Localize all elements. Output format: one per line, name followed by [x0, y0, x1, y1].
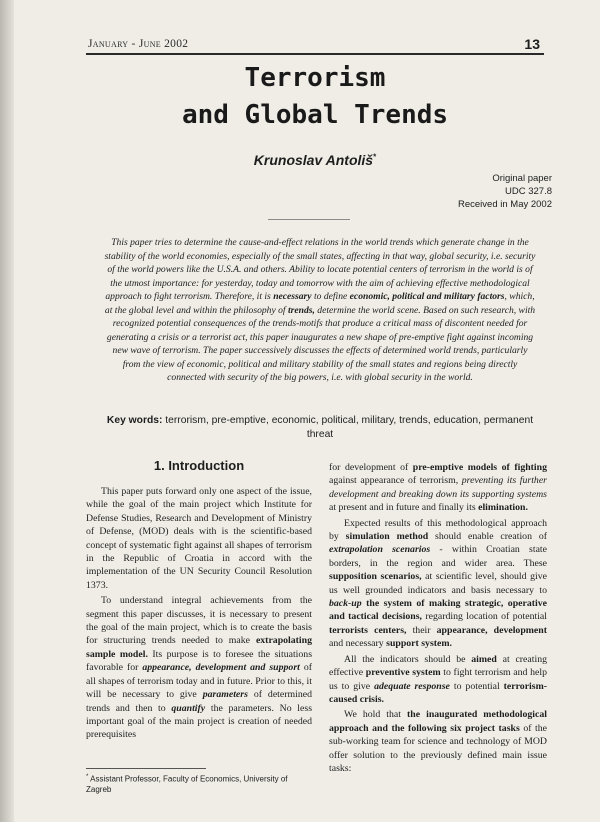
text-run: the system of making strategic, operative and tactical decisions,: [329, 598, 547, 623]
text-run: their: [406, 624, 437, 636]
text-run: Expected results of this methodological approach by: [329, 517, 547, 543]
title-line-1: Terrorism: [244, 63, 386, 93]
text-run: preventing its further development and breaking down its supporting systems: [329, 475, 547, 500]
text-run: and necessary: [329, 638, 387, 650]
paragraph: [329, 461, 547, 515]
text-run: Its purpose is to foresee the situations favorable for: [86, 648, 313, 674]
text-run: of determined trends and then to: [86, 689, 312, 714]
text-run: extrapolating sample model.: [86, 635, 312, 660]
text-run: , which, at the global level and within the philosophy of: [104, 291, 535, 316]
text-run: economic, political and military factors: [349, 291, 505, 302]
footnote-rule: [86, 768, 206, 769]
text-run: at creating effective: [329, 653, 547, 679]
udc-code: UDC 327.8: [505, 186, 552, 197]
text-run: of the sub-working team for science and technology of MOD offer solution to the previously defined main issue tasks:: [329, 722, 547, 774]
text-run: extrapolation scenarios: [329, 544, 431, 556]
text-run: elimination.: [478, 502, 528, 514]
text-run: of all shapes of terrorism today and in future. Prior to this, it will be necessary to give: [86, 662, 312, 701]
abstract: [104, 236, 536, 385]
text-run: - within Croatian state borders, in the region and wider area. These: [329, 544, 547, 569]
received-date: Received in May 2002: [458, 199, 552, 210]
text-run: to define: [311, 291, 350, 302]
text-run: adequate response: [374, 680, 450, 692]
text-run: back-up: [329, 598, 362, 610]
title-line-2: and Global Trends: [181, 100, 449, 130]
footnote-text: Assistant Professor, Faculty of Economics, University of Zagreb: [86, 774, 288, 794]
keywords-label: Key words:: [106, 415, 163, 426]
paragraph: [86, 485, 312, 592]
article-title: [86, 60, 544, 134]
text-run: at present and in future and finally its: [329, 502, 479, 514]
text-run: to potential: [449, 680, 504, 692]
text-run: to fight terrorism and help us to give: [329, 667, 547, 692]
text-run: at scientific level, should give us well grounded indicators and basis necessary to: [329, 571, 547, 596]
text-run: preventive system: [365, 667, 441, 679]
text-run: the parameters. No less important goal of the main project is creation of needed prerequisites: [86, 702, 313, 741]
text-run: We hold that: [344, 709, 408, 721]
page-number: 13: [524, 36, 540, 52]
footnote-mark: *: [86, 774, 89, 780]
section-heading: 1. Introduction: [153, 458, 245, 473]
page-spine-shadow: [0, 0, 14, 822]
header-rule: [86, 53, 544, 55]
paper-metadata: [458, 172, 552, 211]
paragraph: [329, 653, 547, 707]
author-footnote-mark: *: [373, 152, 377, 162]
text-run: This paper tries to determine the cause-and-effect relations in the world trends which generate change in the stability of the world economies, especially of the small states, affecting in that way, global security, i.e. security of the world powers like the U.S.A. and others. Ability to locate potential centers of terrorism in the world is of the utmost importance: for yesterday, today and tomorrow with the aim of achieving effective methodological approach to fight terrorism. Therefore, it is: [104, 237, 536, 302]
text-run: simulation method: [345, 531, 429, 543]
paragraph: [86, 594, 312, 741]
paper-type: Original paper: [492, 173, 552, 184]
text-run: supposition scenarios,: [329, 571, 422, 583]
text-run: pre-emptive models of fighting: [412, 462, 547, 473]
paragraph: [329, 708, 547, 775]
text-run: determine the world scene. Based on such research, with recognized potential consequences of the trends-motifs that produce a critical mass of discontent needed for generating a crisis or a terrorist act, this paper inaugurates a new shape of pre-emptive fight against incoming new wave of terrorism. The paper successively discusses the effects of determined world trends, particularly from the view of economic, political and military stability of the small states and regions being directly connected with security of the big powers, i.e. with global security in the world.: [106, 304, 536, 383]
paragraph: [329, 517, 547, 651]
text-run: parameters: [202, 689, 248, 701]
keywords: [104, 414, 536, 442]
text-run: the inaugurated methodological approach and the following six project tasks: [329, 709, 547, 734]
issue-date: January - June 2002: [88, 38, 189, 50]
text-run: All the indicators should be: [344, 653, 472, 665]
text-run: support system.: [386, 638, 452, 650]
separator-rule: [268, 219, 350, 220]
text-run: appearance, development: [436, 624, 547, 636]
text-run: quantify: [171, 702, 206, 714]
text-run: terrorism-caused crisis.: [329, 680, 548, 705]
left-column: [86, 485, 312, 742]
text-run: regarding location of potential: [422, 611, 547, 623]
text-run: necessary: [273, 291, 312, 302]
author-name: [86, 152, 544, 168]
right-column: [329, 461, 547, 775]
text-run: appearance, development and support: [142, 662, 300, 674]
keywords-text: terrorism, pre-emptive, economic, political, military, trends, education, permanent threat: [162, 415, 534, 440]
text-run: against appearance of terrorism,: [329, 475, 462, 487]
text-run: should enable creation of: [428, 531, 547, 543]
text-run: aimed: [471, 653, 497, 665]
text-run: trends,: [287, 304, 315, 316]
text-run: This paper puts forward only one aspect of the issue, while the goal of the main project which Institute for Defense Studies, Research and Development of Ministry of Defense, (MOD) deals with is the scientific-based concept of systematic fight against all shapes of terrorism in the Republic of Croatia in accord with the implementation of the UN Security Council Resolution 1373.: [86, 486, 312, 591]
author-text: Krunoslav Antoliš: [253, 152, 374, 168]
text-run: To understand integral achievements from the segment this paper discusses, it is necessary to present the goal of the main project, which is to create the basis for structuring trends needed to make: [86, 595, 312, 647]
text-run: terrorists centers,: [329, 624, 407, 636]
text-run: for development of: [329, 462, 413, 473]
footnote: [86, 772, 312, 795]
